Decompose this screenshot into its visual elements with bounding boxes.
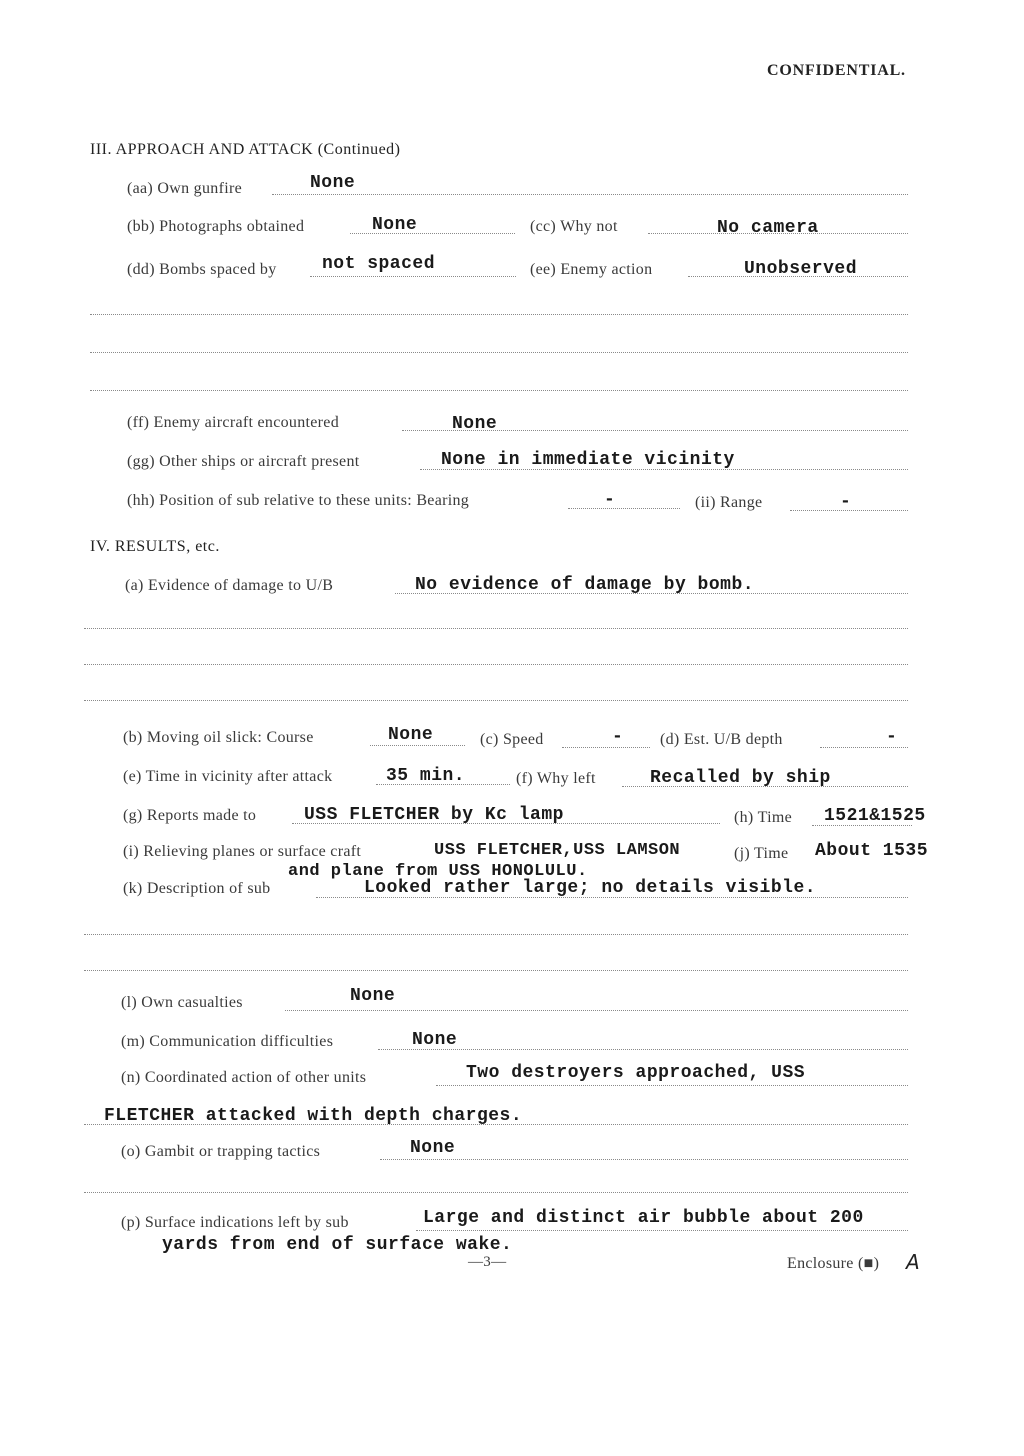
section-4-title: IV. RESULTS, etc. [90, 538, 220, 555]
p-line [416, 1230, 908, 1231]
n-label: (n) Coordinated action of other units [121, 1069, 367, 1086]
blank-line [90, 390, 908, 391]
b-line [370, 745, 465, 746]
c-label: (c) Speed [480, 731, 544, 748]
aa-label: (aa) Own gunfire [127, 180, 242, 197]
n-line-2 [84, 1124, 908, 1125]
d-value: - [886, 727, 898, 747]
gg-label: (gg) Other ships or aircraft present [127, 453, 360, 470]
hh-line [568, 508, 680, 509]
j-label: (j) Time [734, 845, 789, 862]
cc-label: (cc) Why not [530, 218, 618, 235]
n-line [436, 1085, 908, 1086]
l-label: (l) Own casualties [121, 994, 243, 1011]
aa-value: None [310, 173, 356, 193]
ii-value: - [840, 492, 852, 512]
d-label: (d) Est. U/B depth [660, 731, 783, 748]
dd-line [310, 276, 516, 277]
l-line [285, 1010, 908, 1011]
page-number: —3— [468, 1254, 507, 1270]
gg-value: None in immediate vicinity [441, 450, 735, 470]
blank-line [84, 664, 908, 665]
bb-label: (bb) Photographs obtained [127, 218, 305, 235]
h-value: 1521&1525 [824, 806, 926, 826]
blank-line [84, 700, 908, 701]
d-line [820, 747, 908, 748]
enclosure-label [787, 1255, 879, 1273]
hh-label: (hh) Position of sub relative to these units: Bearing [127, 492, 470, 509]
i-value: USS FLETCHER,USS LAMSON [434, 841, 681, 860]
e-value: 35 min. [386, 766, 466, 786]
m-line [378, 1049, 908, 1050]
l-value: None [350, 986, 396, 1006]
ii-label: (ii) Range [695, 494, 763, 511]
b-value: None [388, 725, 434, 745]
g-label: (g) Reports made to [123, 807, 257, 824]
ff-label: (ff) Enemy aircraft encountered [127, 414, 340, 431]
blank-line [90, 352, 908, 353]
o-label: (o) Gambit or trapping tactics [121, 1143, 321, 1160]
h-label: (h) Time [734, 809, 792, 826]
o-line [380, 1159, 908, 1160]
c-line [562, 747, 650, 748]
f-value: Recalled by ship [650, 768, 831, 788]
confidential-stamp: CONFIDENTIAL. [767, 62, 906, 79]
enclosure-mark: ■ [863, 1255, 874, 1272]
k-value: Looked rather large; no details visible. [364, 878, 817, 898]
aa-line [272, 194, 908, 195]
g-value: USS FLETCHER by Kc lamp [304, 805, 564, 825]
ff-value: None [452, 414, 498, 434]
dd-label: (dd) Bombs spaced by [127, 261, 277, 278]
m-label: (m) Communication difficulties [121, 1033, 334, 1050]
enclosure-close: ) [873, 1255, 880, 1272]
e-label: (e) Time in vicinity after attack [123, 768, 333, 785]
blank-line [84, 628, 908, 629]
n-value-continued: FLETCHER attacked with depth charges. [104, 1106, 523, 1126]
a-value: No evidence of damage by bomb. [415, 575, 755, 595]
bb-value: None [372, 215, 418, 235]
cc-value: No camera [717, 218, 819, 238]
ee-label: (ee) Enemy action [530, 261, 653, 278]
j-value: About 1535 [815, 841, 929, 861]
o-value: None [410, 1138, 456, 1158]
p-value-continued: yards from end of surface wake. [162, 1235, 513, 1255]
m-value: None [412, 1030, 458, 1050]
k-label: (k) Description of sub [123, 880, 271, 897]
c-value: - [612, 727, 624, 747]
b-label: (b) Moving oil slick: Course [123, 729, 314, 746]
n-value: Two destroyers approached, USS [466, 1063, 806, 1083]
hh-value: - [604, 490, 616, 510]
blank-line [90, 314, 908, 315]
enclosure-text: Enclosure ( [787, 1255, 864, 1272]
i-value-continued: and plane from USS HONOLULU. [288, 862, 588, 881]
ee-value: Unobserved [744, 259, 858, 279]
blank-line [84, 970, 908, 971]
section-3-title: III. APPROACH AND ATTACK (Continued) [90, 141, 401, 158]
dd-value: not spaced [322, 254, 436, 274]
blank-line [84, 934, 908, 935]
p-value: Large and distinct air bubble about 200 [423, 1208, 864, 1228]
i-label: (i) Relieving planes or surface craft [123, 843, 362, 860]
blank-line [84, 1192, 908, 1193]
f-label: (f) Why left [516, 770, 596, 787]
p-label: (p) Surface indications left by sub [121, 1214, 349, 1231]
a-label: (a) Evidence of damage to U/B [125, 577, 334, 594]
enclosure-handwritten-mark: A [906, 1250, 920, 1274]
